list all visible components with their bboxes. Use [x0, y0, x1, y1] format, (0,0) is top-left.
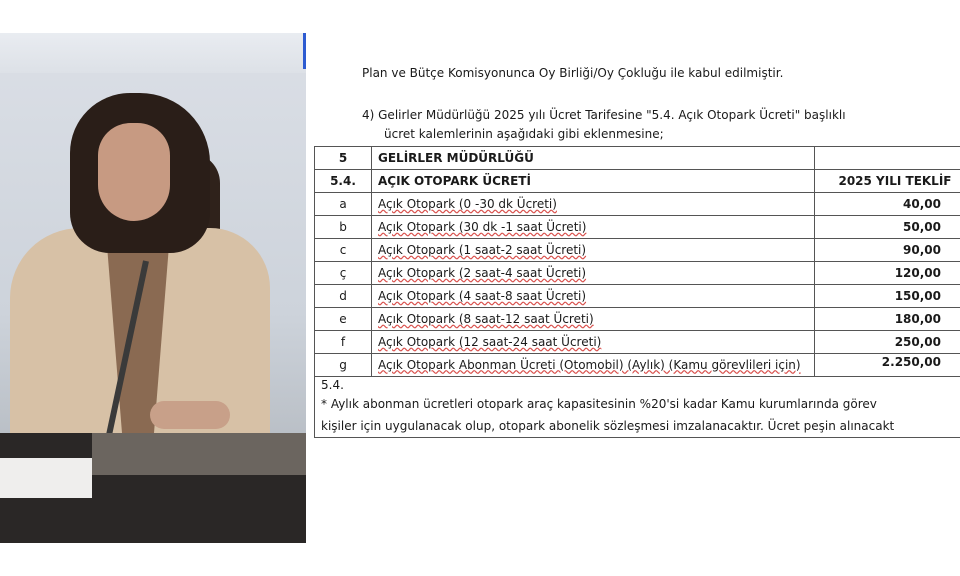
note-line-2: kişiler için uygulanacak olup, otopark abonelik sözleşmesi imzalanacaktır. Ücret peşin alınacakt	[321, 419, 895, 433]
column-header: 2025 YILI TEKLİF	[815, 170, 960, 193]
row-value: 180,00	[815, 308, 960, 331]
row-value: 40,00	[815, 193, 960, 216]
row-description: Açık Otopark Abonman Ücreti (Otomobil) (Aylık) (Kamu görevlileri için)	[372, 354, 815, 377]
table-note-row	[315, 377, 960, 438]
approval-line: Plan ve Bütçe Komisyonunca Oy Birliği/Oy Çokluğu ile kabul edilmiştir.	[362, 66, 784, 80]
table-row	[315, 331, 960, 354]
table-row	[315, 216, 960, 239]
table-row-subsection	[315, 170, 960, 193]
row-description: Açık Otopark (8 saat-12 saat Ücreti)	[372, 308, 815, 331]
row-code: g	[315, 354, 372, 377]
table-row	[315, 262, 960, 285]
row-description: Açık Otopark (1 saat-2 saat Ücreti)	[372, 239, 815, 262]
section-number: 5	[315, 147, 372, 170]
row-code: c	[315, 239, 372, 262]
row-description: Açık Otopark (2 saat-4 saat Ücreti)	[372, 262, 815, 285]
row-description: Açık Otopark (4 saat-8 saat Ücreti)	[372, 285, 815, 308]
row-value: 150,00	[815, 285, 960, 308]
table-row	[315, 354, 960, 377]
row-code: d	[315, 285, 372, 308]
subsection-number: 5.4.	[315, 170, 372, 193]
row-value: 120,00	[815, 262, 960, 285]
table-row	[315, 308, 960, 331]
note-line-1: * Aylık abonman ücretleri otopark araç kapasitesinin %20'si kadar Kamu kurumlarında görev	[321, 397, 877, 411]
speaker-hands	[150, 401, 230, 429]
table-row	[315, 285, 960, 308]
speaker-video	[0, 33, 306, 543]
note-label: 5.4.	[321, 378, 344, 392]
background-wall	[0, 33, 306, 73]
podium-top	[92, 433, 306, 475]
item-4-line2: ücret kalemlerinin aşağıdaki gibi eklenmesine;	[384, 127, 664, 141]
table-row-section	[315, 147, 960, 170]
row-value: 90,00	[815, 239, 960, 262]
item-4-line1: 4) Gelirler Müdürlüğü 2025 yılı Ücret Tarifesine "5.4. Açık Otopark Ücreti" başlıklı	[362, 108, 846, 122]
row-description: Açık Otopark (12 saat-24 saat Ücreti)	[372, 331, 815, 354]
row-code: a	[315, 193, 372, 216]
row-code: b	[315, 216, 372, 239]
speaker-face	[98, 123, 170, 221]
row-value: 250,00	[815, 331, 960, 354]
empty-cell	[815, 147, 960, 170]
row-description: Açık Otopark (30 dk -1 saat Ücreti)	[372, 216, 815, 239]
document-page	[306, 0, 960, 576]
table-row	[315, 239, 960, 262]
tariff-table	[314, 146, 960, 438]
row-value: 50,00	[815, 216, 960, 239]
podium-light-panel	[0, 458, 92, 498]
subsection-title: AÇIK OTOPARK ÜCRETİ	[372, 170, 815, 193]
row-code: f	[315, 331, 372, 354]
row-code: e	[315, 308, 372, 331]
row-value: 2.250,00	[815, 354, 960, 377]
section-title: GELİRLER MÜDÜRLÜĞÜ	[372, 147, 815, 170]
row-description: Açık Otopark (0 -30 dk Ücreti)	[372, 193, 815, 216]
row-code: ç	[315, 262, 372, 285]
note-cell	[315, 377, 960, 438]
table-row	[315, 193, 960, 216]
